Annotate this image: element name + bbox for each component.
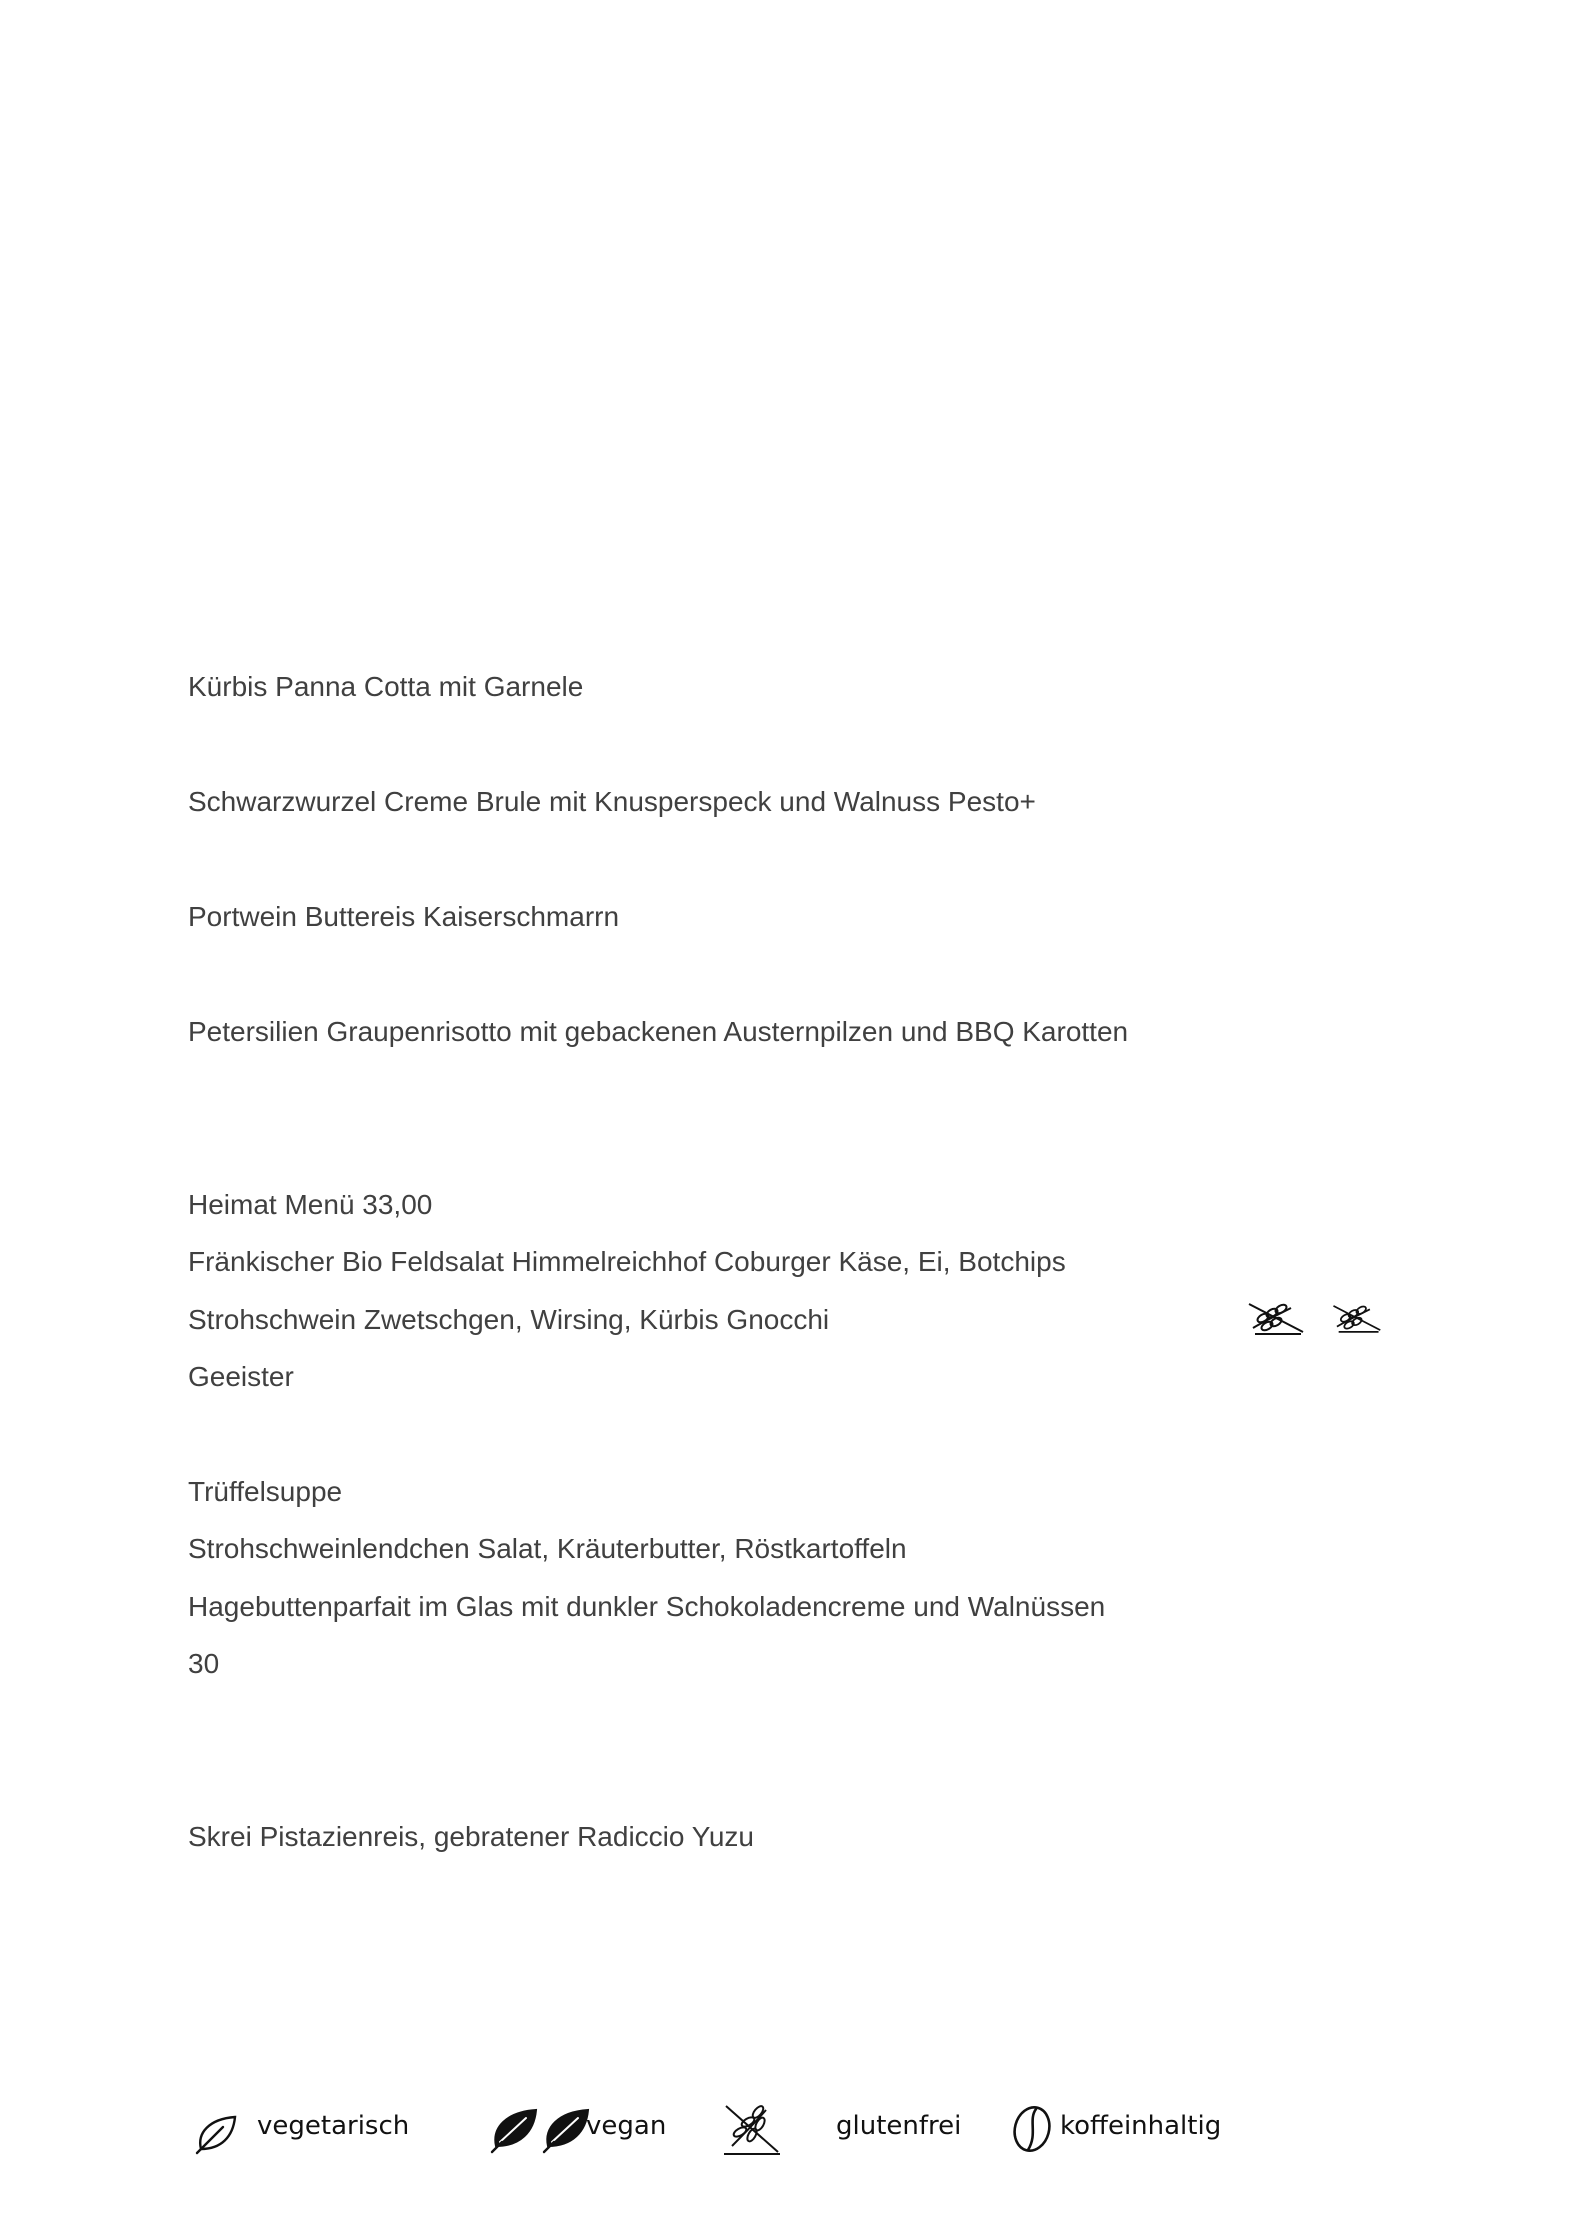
legend-item-vegan <box>490 2096 690 2166</box>
menu-item-kaiserschmarrn: Portwein Buttereis Kaiserschmarrn <box>188 901 620 932</box>
menu-item-graupenrisotto: Petersilien Graupenrisotto mit gebackenen Austernpilzen und BBQ Karotten <box>188 1016 1129 1047</box>
menu-item-skrei: Skrei Pistazienreis, gebratener Radiccio Yuzu <box>188 1821 755 1852</box>
menu-item-creme-brule: Schwarzwurzel Creme Brule mit Knusperspeck und Walnuss Pesto+ <box>188 786 1036 817</box>
glutenfree-icon <box>722 2102 782 2156</box>
legend-item-vegetarisch <box>193 2096 433 2166</box>
legend-label: vegetarisch <box>257 2111 410 2141</box>
legend-label: vegan <box>586 2111 667 2141</box>
legend-label: glutenfrei <box>836 2111 962 2141</box>
legend-label: koffeinhaltig <box>1060 2111 1222 2141</box>
double-leaf-icon <box>490 2104 594 2154</box>
heimat-menu-title: Heimat Menü 33,00 <box>188 1189 433 1220</box>
legend-item-koffeinhaltig <box>1010 2096 1270 2166</box>
second-menu-course-main: Strohschweinlendchen Salat, Kräuterbutter, Röstkartoffeln <box>188 1533 907 1564</box>
glutenfree-icon <box>1245 1298 1305 1338</box>
menu-item-panna-cotta: Kürbis Panna Cotta mit Garnele <box>188 671 584 702</box>
heimat-course-starter: Fränkischer Bio Feldsalat Himmelreichhof Coburger Käse, Ei, Botchips <box>188 1246 1066 1277</box>
heimat-course-dessert: Geeister <box>188 1361 294 1392</box>
leaf-outline-icon <box>193 2111 239 2155</box>
second-menu-course-soup: Trüffelsuppe <box>188 1476 343 1507</box>
second-menu-price: 30 <box>188 1648 220 1679</box>
legend <box>0 2096 1571 2166</box>
second-menu-course-dessert: Hagebuttenparfait im Glas mit dunkler Schokoladencreme und Walnüssen <box>188 1591 1106 1622</box>
legend-item-glutenfrei <box>722 2096 962 2166</box>
coffee-bean-icon <box>1010 2104 1054 2154</box>
glutenfree-icon <box>1330 1300 1382 1336</box>
heimat-course-main: Strohschwein Zwetschgen, Wirsing, Kürbis Gnocchi <box>188 1304 830 1335</box>
